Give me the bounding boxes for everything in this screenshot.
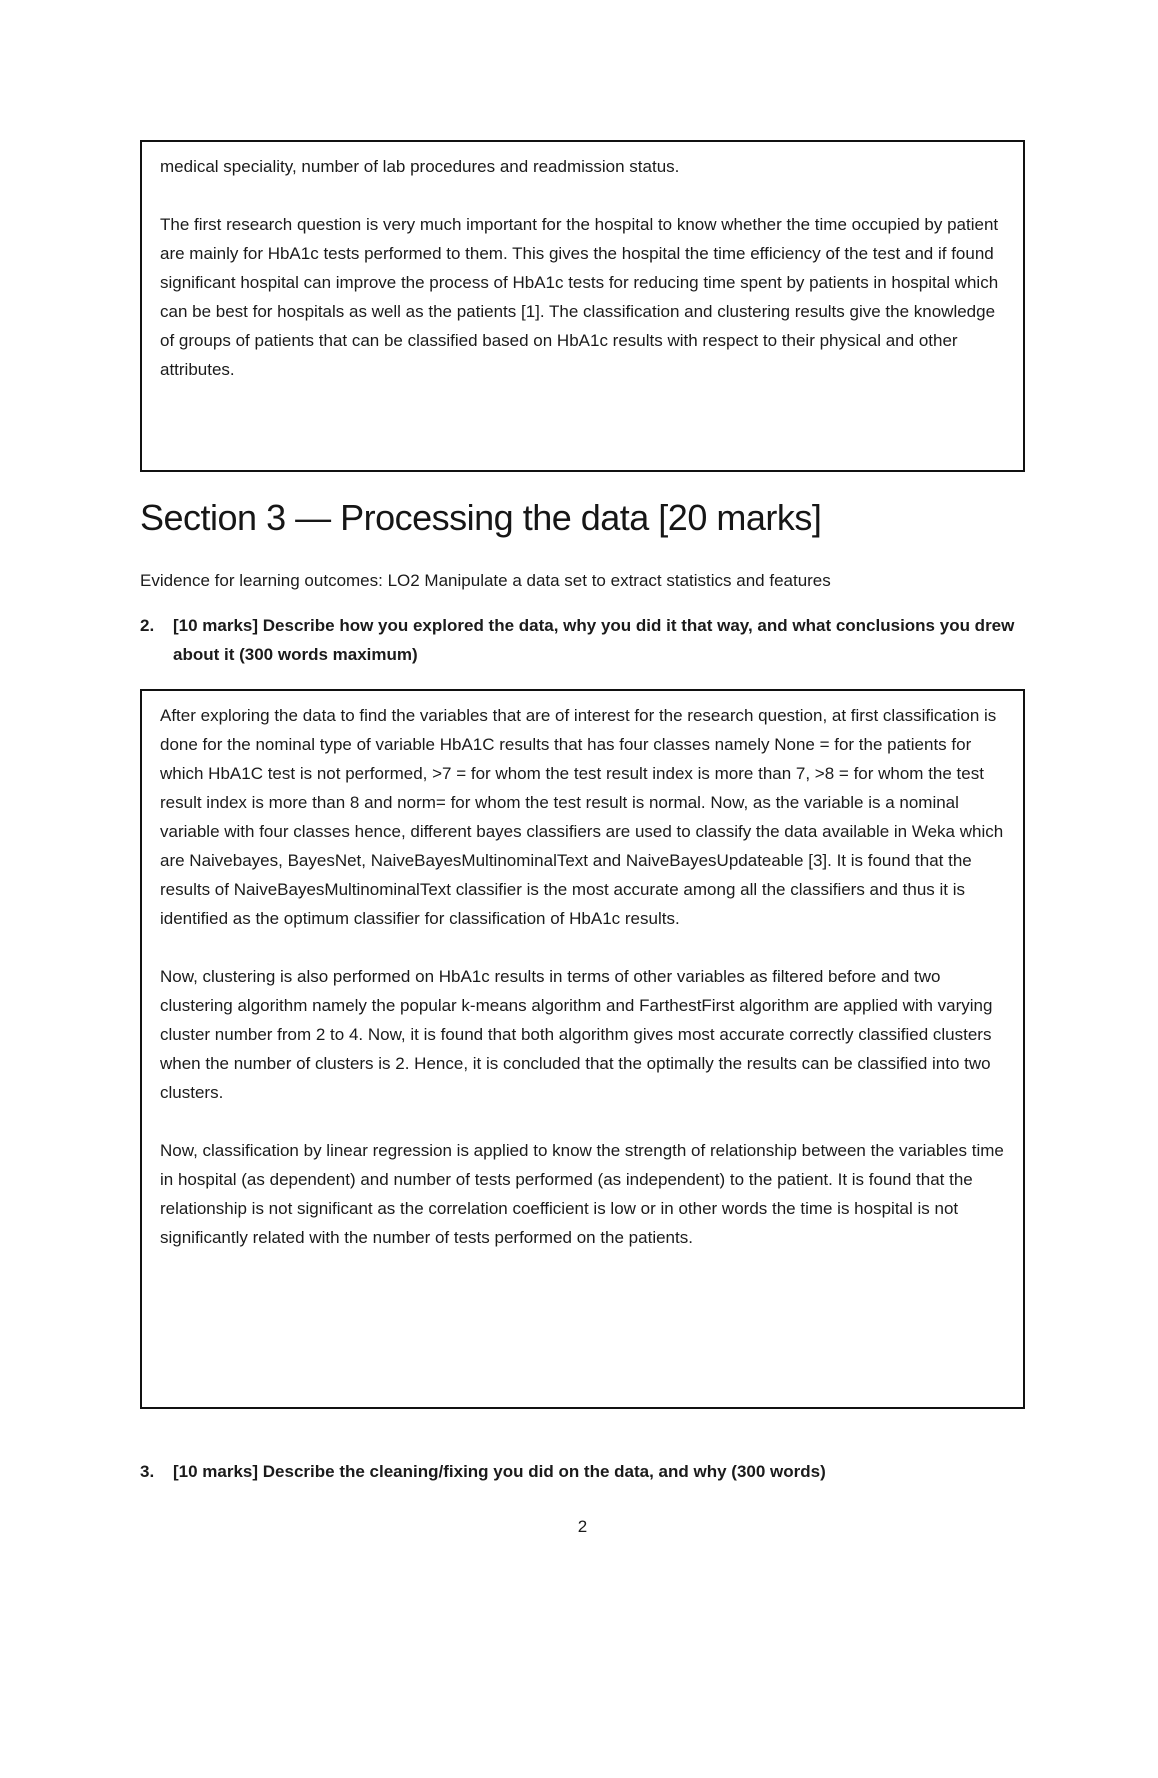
document-page	[140, 140, 1025, 1541]
evidence-line: Evidence for learning outcomes: LO2 Manipulate a data set to extract statistics and features	[140, 571, 831, 590]
intro-paragraph-1: medical speciality, number of lab procedures and readmission status.	[160, 157, 680, 176]
question-number: 2.	[140, 616, 155, 635]
page-number: 2	[577, 1517, 588, 1536]
question-number: 3.	[140, 1462, 155, 1481]
section-heading: Section 3 — Processing the data [20 marks]	[140, 497, 822, 538]
question-item-3	[140, 1457, 1025, 1486]
intro-paragraph-2: The first research question is very much important for the hospital to know whether the time occupied by patient are mainly for HbA1c tests performed to them. This gives the hospital the time efficiency of the test and if found significant hospital can improve the process of HbA1c tests for reducing time spent by patients in hospital which can be best for hospitals as well as the patients [1]. The classification and clustering results give the knowledge of groups of patients that can be classified based on HbA1c results with respect to their physical and other attributes.	[160, 215, 999, 379]
answer-text-box	[140, 689, 1025, 1409]
question-text: [10 marks] Describe how you explored the data, why you did it that way, and what conclusions you drew about it (300 words maximum)	[173, 616, 1015, 664]
intro-text-box	[140, 140, 1025, 472]
question-item-2	[140, 611, 1025, 669]
answer-paragraph-2: Now, clustering is also performed on HbA1c results in terms of other variables as filtered before and two clustering algorithm namely the popular k-means algorithm and FarthestFirst algorithm are applied with varying cluster number from 2 to 4. Now, it is found that both algorithm gives most accurate correctly classified clusters when the number of clusters is 2. Hence, it is concluded that the optimally the results can be classified into two clusters.	[160, 967, 993, 1102]
question-text: [10 marks] Describe the cleaning/fixing you did on the data, and why (300 words)	[173, 1462, 826, 1481]
answer-paragraph-1: After exploring the data to find the variables that are of interest for the research question, at first classification is done for the nominal type of variable HbA1C results that has four classes namely None = for the patients for which HbA1C test is not performed, >7 = for whom the test result index is more than 7, >8 = for whom the test result index is more than 8 and norm= for whom the test result is normal. Now, as the variable is a nominal variable with four classes hence, different bayes classifiers are used to classify the data available in Weka which are Naivebayes, BayesNet, NaiveBayesMultinominalText and NaiveBayesUpdateable [3]. It is found that the results of NaiveBayesMultinominalText classifier is the most accurate among all the classifiers and thus it is identified as the optimum classifier for classification of HbA1c results.	[160, 706, 1004, 928]
answer-paragraph-3: Now, classification by linear regression is applied to know the strength of relationship between the variables time in hospital (as dependent) and number of tests performed (as independent) to the patient. It is found that the relationship is not significant as the correlation coefficient is low or in other words the time is hospital is not significantly related with the number of tests performed on the patients.	[160, 1141, 1004, 1247]
